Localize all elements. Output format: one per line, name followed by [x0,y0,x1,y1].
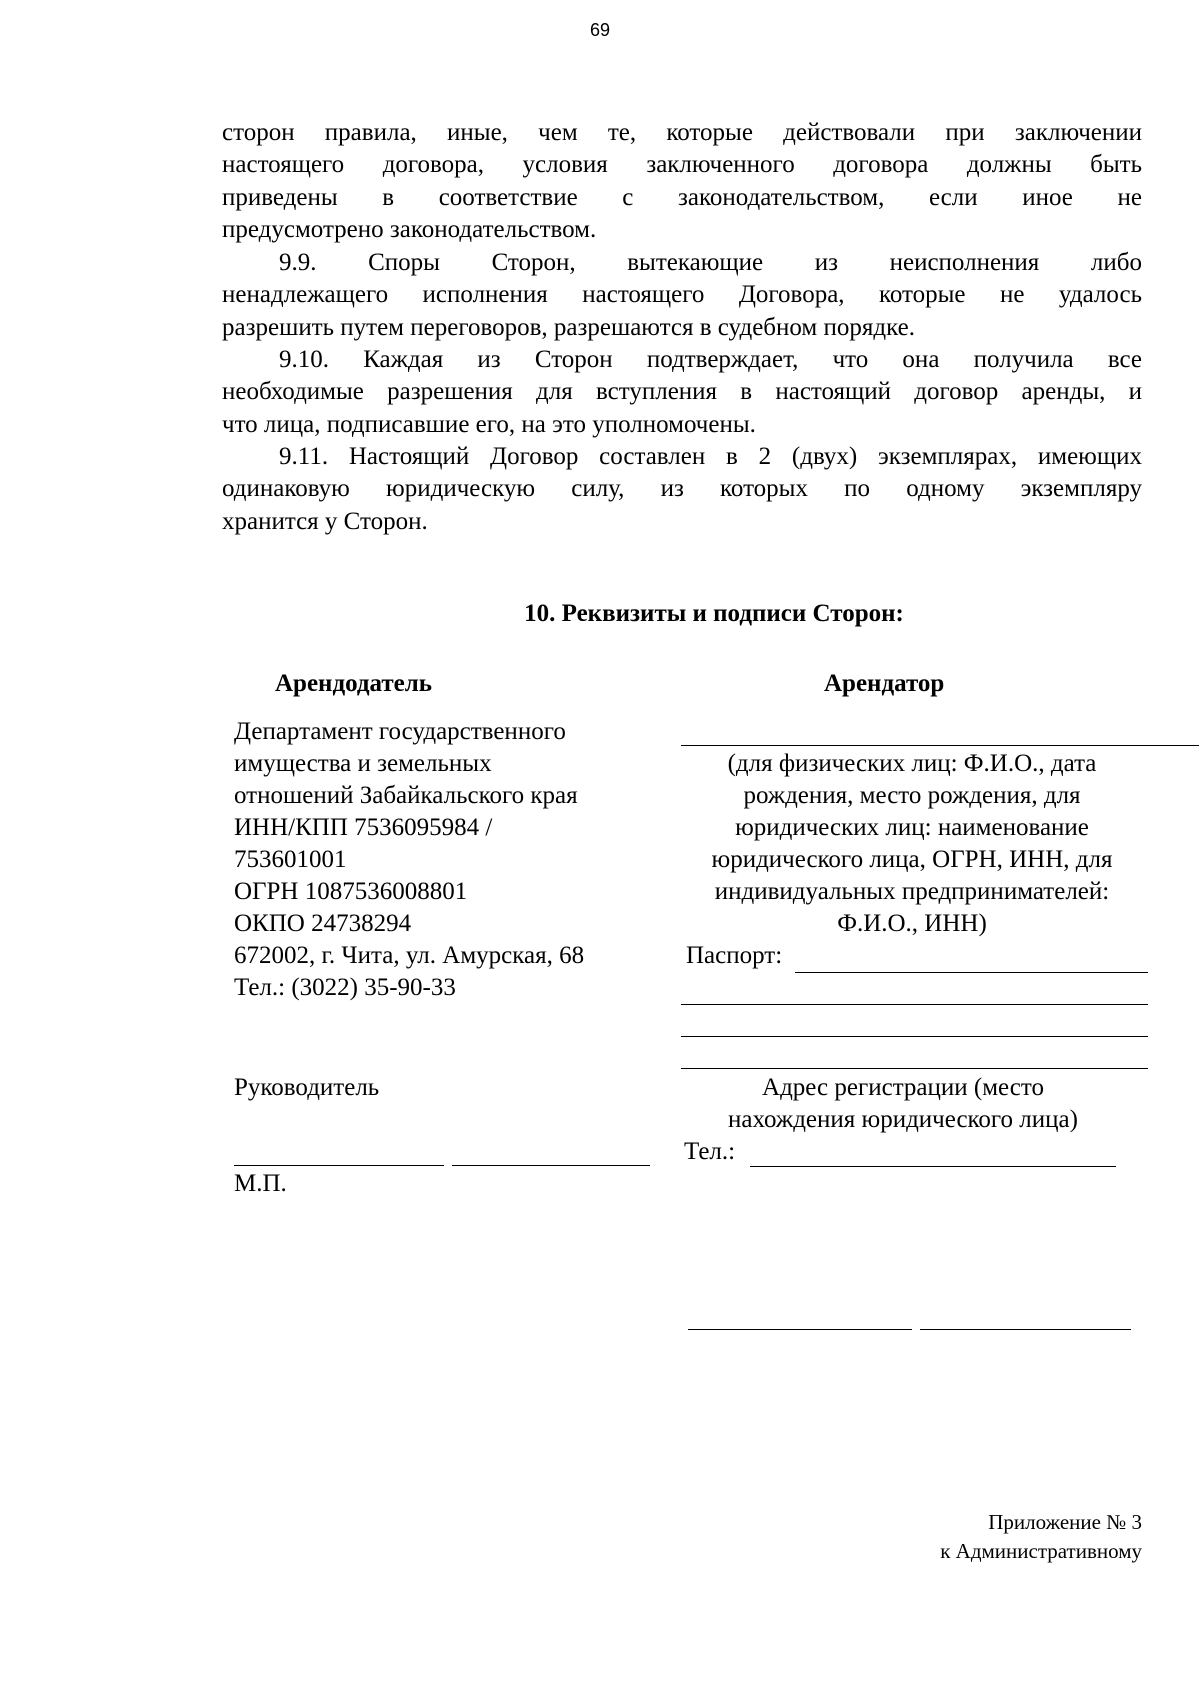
signature-line [234,1165,444,1166]
landlord-details [234,716,584,1004]
tenant-signature-name-line [920,1329,1131,1330]
phone-line [750,1166,1116,1167]
text-line: что лица, подписавшие его, на это уполномочены. [222,410,756,438]
landlord-line: Тел.: (3022) 35-90-33 [234,974,456,1001]
text-line: настоящего договора, условия заключенного договора должны быть [222,151,1142,179]
tenant-signature-line [688,1329,912,1330]
tenant-note-line: рождения, место рождения, для [743,782,1081,809]
tenant-note-line: юридических лиц: наименование [735,814,1089,841]
tenant-note-line: (для физических лиц: Ф.И.О., дата [727,750,1097,777]
landlord-line: ОКПО 24738294 [234,910,412,937]
page-number: 69 [589,20,611,40]
appendix-label: Приложение № 3 [988,1510,1142,1534]
text-line: хранится у Сторон. [222,507,428,535]
landlord-line: имущества и земельных [234,750,492,777]
text-line: необходимые разрешения для вступления в настоящий договор аренды, и [222,378,1142,406]
tenant-phone-label: Тел.: [684,1138,736,1165]
text-line: 9.9. Споры Сторон, вытекающие из неисполнения либо [279,249,1142,276]
blank-line [681,1004,1148,1005]
tenant-note [677,748,1147,940]
paragraph-9-9 [222,247,1142,344]
tenant-note-line: индивидуальных предпринимателей: [714,878,1110,905]
address-line: Адрес регистрации (место [762,1074,1044,1101]
landlord-line: ОГРН 1087536008801 [234,878,468,905]
passport-label: Паспорт: [686,942,783,969]
text-line: 9.10. Каждая из Сторон подтверждает, что она получила все [279,346,1142,373]
paragraph-9-10 [222,344,1142,441]
landlord-line: 672002, г. Чита, ул. Амурская, 68 [234,942,585,969]
text-line: одинаковую юридическую силу, из которых по одному экземпляру [222,475,1142,503]
landlord-head-label: Руководитель [234,1074,380,1101]
text-line: приведены в соответствие с законодательством, если иное не [222,183,1142,211]
paragraph-9-11 [222,441,1142,538]
tenant-note-line: юридического лица, ОГРН, ИНН, для [711,846,1113,873]
tenant-title: Арендатор [824,670,945,697]
blank-line [681,1036,1148,1037]
passport-line [795,972,1148,973]
text-line: сторон правила, иные, чем те, которые действовали при заключении [222,119,1142,146]
landlord-line: Департамент государственного [234,718,566,745]
tenant-note-line: Ф.И.О., ИНН) [837,910,987,937]
tenant-name-line [681,745,1199,746]
text-line: ненадлежащего исполнения настоящего Договора, которые не удалось [222,281,1142,309]
paragraph-continuation [222,117,1142,247]
landlord-line: ИНН/КПП 7536095984 / [234,814,493,841]
appendix-sub-label: к Административному [940,1539,1142,1563]
blank-line [681,1068,1148,1069]
text-line: разрешить путем переговоров, разрешаются в судебном порядке. [222,313,915,341]
landlord-line: 753601001 [234,846,347,873]
landlord-title: Арендодатель [275,670,433,697]
signature-name-line [452,1165,650,1166]
text-line: 9.11. Настоящий Договор составлен в 2 (двух) экземплярах, имеющих [279,443,1142,470]
section-heading: 10. Реквизиты и подписи Сторон: [524,600,904,627]
passport-row [686,940,1156,972]
address-line: нахождения юридического лица) [728,1106,1078,1133]
landlord-line: отношений Забайкальского края [234,782,578,809]
text-line: предусмотрено законодательством. [222,216,597,244]
address-label [668,1072,1138,1136]
seal-label: М.П. [234,1170,287,1197]
